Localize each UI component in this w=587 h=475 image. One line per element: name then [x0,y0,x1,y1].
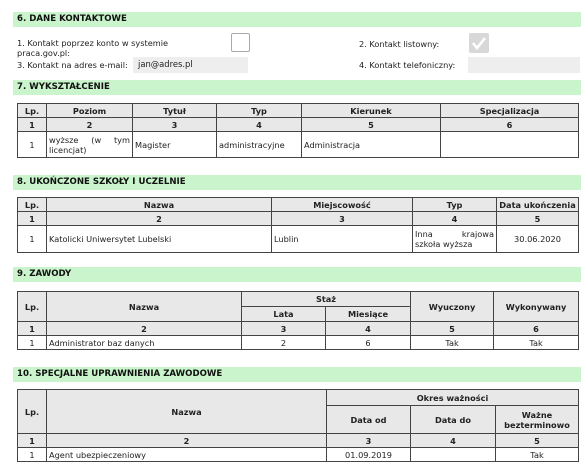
col-number: 5 [496,434,579,448]
col-lp: Lp. [18,292,47,322]
cell-date-to [411,448,496,462]
cell-indefinite: Tak [496,448,579,462]
col-number: 5 [411,322,494,336]
col-lp: Lp. [18,390,47,434]
section-title-licenses: 10. SPECJALNE UPRAWNIENIA ZAWODOWE [13,367,581,382]
col-number: 6 [441,118,579,132]
cell-date: 30.06.2020 [497,226,579,253]
col-name: Nazwa [47,198,272,212]
cell-level: wyższe (w tym licencjat) [47,132,133,158]
schools-table [17,197,579,253]
col-number: 4 [413,212,497,226]
col-number: 2 [47,118,133,132]
col-name: Nazwa [47,390,327,434]
table-row [18,336,579,350]
contact-account-label: 1. Kontakt poprzez konto w systemie praca.gov.pl: [17,38,169,58]
col-number: 4 [411,434,496,448]
section-title-professions: 9. ZAWODY [13,267,581,282]
col-validity: Okres ważności [327,390,579,406]
cell-type: Inna krajowa szkoła wyższa [413,226,497,253]
cell-title: Magister [133,132,217,158]
contact-phone-label: 4. Kontakt telefoniczny: [359,60,456,70]
col-number: 6 [494,322,579,336]
col-number: 2 [47,212,272,226]
cell-performed: Tak [494,336,579,350]
col-number: 5 [302,118,441,132]
col-number: 3 [327,434,411,448]
contact-mail-checkbox[interactable] [469,33,489,53]
cell-lp: 1 [18,132,47,158]
col-number: 3 [272,212,413,226]
section-title-contact: 6. DANE KONTAKTOWE [13,12,581,27]
cell-name: Katolicki Uniwersytet Lubelski [47,226,272,253]
col-experience: Staż [242,292,411,307]
cell-lp: 1 [18,336,47,350]
col-number: 3 [242,322,326,336]
cell-lp: 1 [18,448,47,462]
cell-name: Agent ubezpieczeniowy [47,448,327,462]
cell-type: administracyjne [217,132,302,158]
education-table [17,103,579,158]
cell-years: 2 [242,336,326,350]
col-years: Lata [242,307,326,322]
contact-email-label: 3. Kontakt na adres e-mail: [17,60,128,70]
col-months: Miesiące [326,307,411,322]
col-number: 1 [18,118,47,132]
col-date-from: Data od [327,406,411,434]
cell-lp: 1 [18,226,47,253]
col-lp: Lp. [18,104,47,118]
checkmark-icon [469,33,489,53]
cell-name: Administrator baz danych [47,336,242,350]
section-title-schools: 8. UKOŃCZONE SZKOŁY I UCZELNIE [13,175,581,190]
cell-learned: Tak [411,336,494,350]
col-number: 1 [18,212,47,226]
col-indefinite: Ważne bezterminowo [496,406,579,434]
table-row [18,132,579,158]
col-graduation-date: Data ukończenia [497,198,579,212]
col-type: Typ [413,198,497,212]
col-performed: Wykonywany [494,292,579,322]
col-number: 4 [326,322,411,336]
col-title: Tytuł [133,104,217,118]
col-number: 3 [133,118,217,132]
section-title-education: 7. WYKSZTAŁCENIE [13,80,581,95]
table-row [18,226,579,253]
col-number: 5 [497,212,579,226]
professions-table [17,291,579,350]
cell-city: Lublin [272,226,413,253]
cell-field: Administracja [302,132,441,158]
col-number: 2 [47,434,327,448]
col-level: Poziom [47,104,133,118]
table-row [18,448,579,462]
licenses-table [17,389,579,462]
contact-mail-label: 2. Kontakt listowny: [359,39,440,49]
col-number: 2 [47,322,242,336]
col-type: Typ [217,104,302,118]
contact-phone-field[interactable] [468,57,580,73]
contact-email-field[interactable] [133,57,248,73]
col-city: Miejscowość [272,198,413,212]
col-learned: Wyuczony [411,292,494,322]
col-name: Nazwa [47,292,242,322]
cell-months: 6 [326,336,411,350]
contact-email-value: jan@adres.pl [138,59,193,69]
col-number: 1 [18,322,47,336]
col-field: Kierunek [302,104,441,118]
col-date-to: Data do [411,406,496,434]
contact-account-checkbox[interactable] [231,33,250,52]
col-number: 1 [18,434,47,448]
col-specialization: Specjalizacja [441,104,579,118]
cell-date-from: 01.09.2019 [327,448,411,462]
cell-specialization [441,132,579,158]
col-lp: Lp. [18,198,47,212]
col-number: 4 [217,118,302,132]
